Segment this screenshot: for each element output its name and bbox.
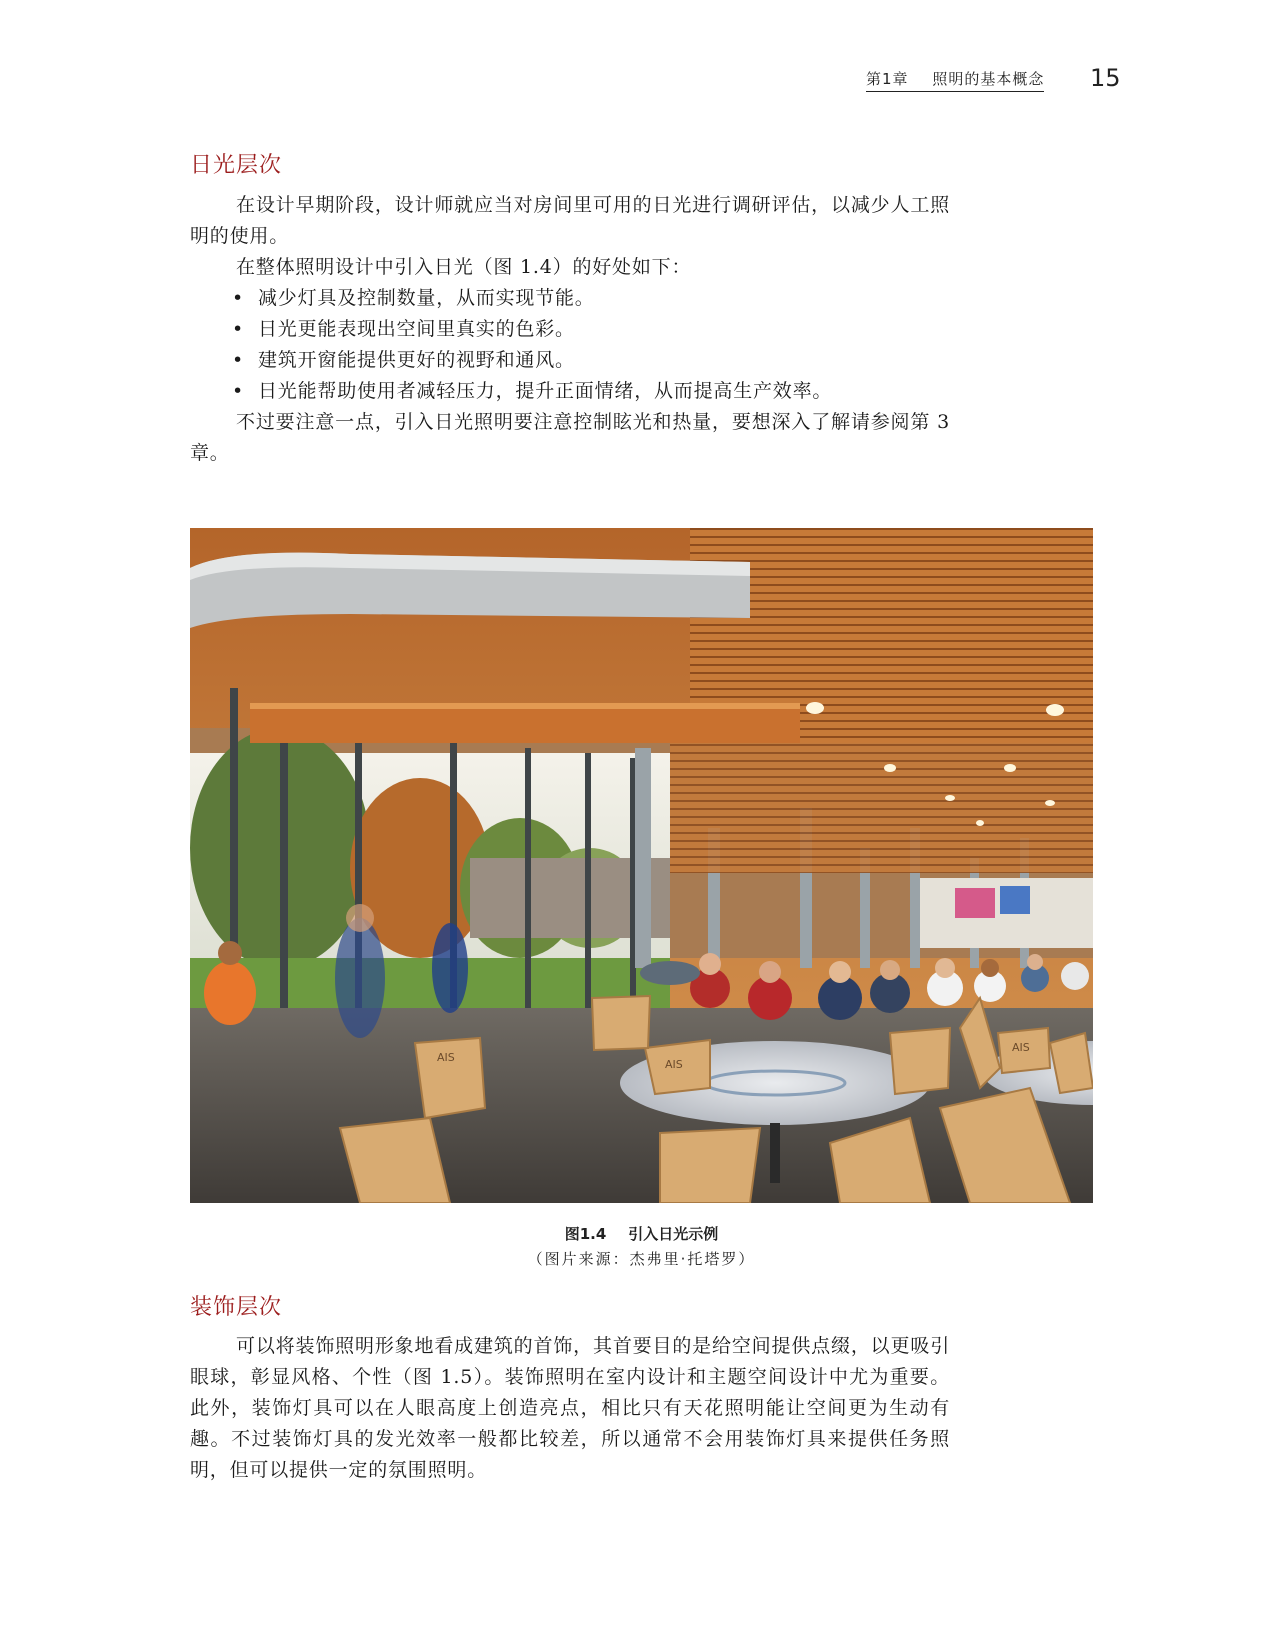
list-item: • 减少灯具及控制数量，从而实现节能。 (232, 283, 952, 314)
bullet-icon: • (232, 287, 245, 309)
cafeteria-photo (190, 528, 1093, 1203)
paragraph-daylight-benefits: 在整体照明设计中引入日光（图 1.4）的好处如下： (236, 256, 692, 278)
chapter-number: 第1章 (866, 70, 909, 88)
svg-text:AIS: AIS (437, 1051, 455, 1064)
running-head (866, 68, 1044, 92)
svg-text:AIS: AIS (665, 1058, 683, 1071)
section-title-daylight: 日光层次 (190, 153, 283, 178)
figure-title: 引入日光示例 (628, 1225, 719, 1243)
chapter-title: 照明的基本概念 (932, 70, 1045, 88)
list-item: • 日光更能表现出空间里真实的色彩。 (232, 314, 952, 345)
figure-source: （图片来源：杰弗里·托塔罗） (527, 1250, 756, 1268)
benefits-list (232, 283, 952, 407)
bullet-icon: • (232, 349, 245, 371)
svg-text:AIS: AIS (1012, 1041, 1030, 1054)
figure-caption (190, 1223, 1093, 1244)
paragraph-daylight-note: 不过要注意一点，引入日光照明要注意控制眩光和热量，要想深入了解请参阅第 3 章。 (190, 411, 950, 464)
bullet-icon: • (232, 318, 245, 340)
figure-daylight-photo (190, 528, 1093, 1203)
paragraph-decorative: 可以将装饰照明形象地看成建筑的首饰，其首要目的是给空间提供点缀，以更吸引眼球，彰显风格、个性（图 1.5）。装饰照明在室内设计和主题空间设计中尤为重要。此外，装饰灯具可以在人眼高度上创造亮点，相比只有天花照明能让空间更为生动有趣。不过装饰灯具的发光效率一般都比较差，所以通常不会用装饰灯具来提供任务照明，但可以提供一定的氛围照明。 (190, 1335, 950, 1481)
page-number: 15 (1090, 64, 1121, 92)
section-title-decorative: 装饰层次 (190, 1295, 283, 1320)
list-item: • 日光能帮助使用者减轻压力，提升正面情绪，从而提高生产效率。 (232, 376, 952, 407)
paragraph-daylight-intro: 在设计早期阶段，设计师就应当对房间里可用的日光进行调研评估，以减少人工照明的使用。 (190, 194, 950, 247)
bullet-icon: • (232, 380, 245, 402)
list-item: • 建筑开窗能提供更好的视野和通风。 (232, 345, 952, 376)
figure-number: 图1.4 (564, 1225, 607, 1243)
